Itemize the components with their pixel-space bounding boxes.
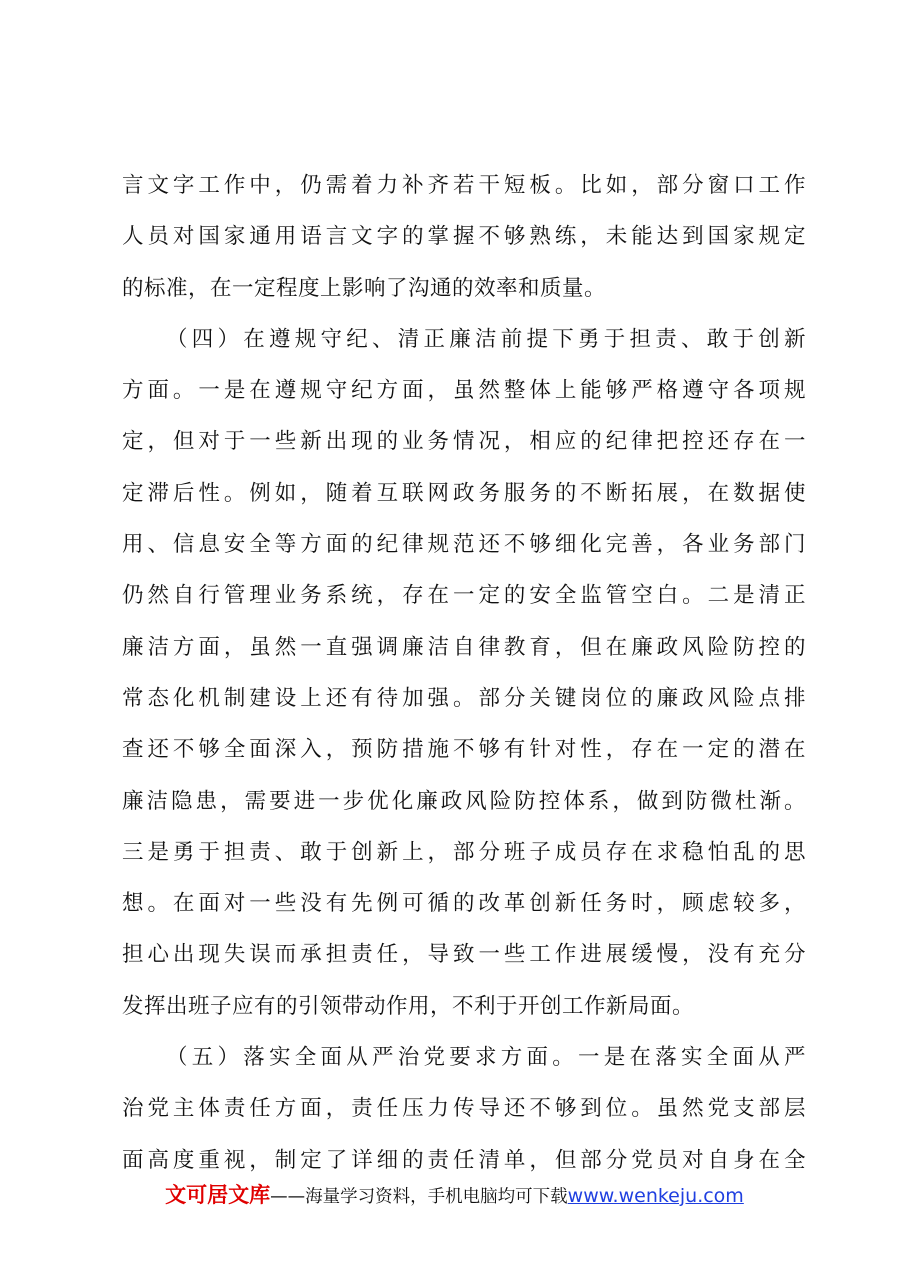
text-line: 查还不够全面深入，预防措施不够有针对性，存在一定的潜在 <box>122 737 806 763</box>
text-line: 仍然自行管理业务系统，存在一定的安全监管空白。二是清正 <box>122 583 806 609</box>
text-line: 面高度重视，制定了详细的责任清单，但部分党员对自身在全 <box>122 1147 806 1173</box>
text-line: 担心出现失误而承担责任，导致一些工作进展缓慢，没有充分 <box>122 942 806 968</box>
text-line: 用、信息安全等方面的纪律规范还不够细化完善，各业务部门 <box>122 532 806 558</box>
site-link[interactable]: www.wenkeju.com <box>567 1185 744 1207</box>
text-line: 治党主体责任方面，责任压力传导还不够到位。虽然党支部层 <box>122 1096 806 1122</box>
document-body <box>122 160 806 1186</box>
text-line: 常态化机制建设上还有待加强。部分关键岗位的廉政风险点排 <box>122 685 806 711</box>
text-line: 廉洁方面，虽然一直强调廉洁自律教育，但在廉政风险防控的 <box>122 634 806 660</box>
text-line: 定滞后性。例如，随着互联网政务服务的不断拓展，在数据使 <box>122 480 806 506</box>
brand-name: 文可居文库 <box>165 1183 271 1207</box>
text-line: 的标准，在一定程度上影响了沟通的效率和质量。 <box>122 275 607 301</box>
text-line: 想。在面对一些没有先例可循的改革创新任务时，顾虑较多， <box>122 891 806 917</box>
text-line: 人员对国家通用语言文字的掌握不够熟练，未能达到国家规定 <box>122 224 806 250</box>
section-heading-line: （五）落实全面从严治党要求方面。一是在落实全面从严 <box>166 1045 806 1071</box>
section-heading-line: （四）在遵规守纪、清正廉洁前提下勇于担责、敢于创新 <box>166 326 806 352</box>
text-line: 方面。一是在遵规守纪方面，虽然整体上能够严格遵守各项规 <box>122 378 806 404</box>
text-line: 定，但对于一些新出现的业务情况，相应的纪律把控还存在一 <box>122 429 806 455</box>
text-line: 三是勇于担责、敢于创新上，部分班子成员存在求稳怕乱的思 <box>122 839 806 865</box>
footer-banner <box>0 1180 909 1212</box>
text-line: 廉洁隐患，需要进一步优化廉政风险防控体系，做到防微杜渐。 <box>122 788 806 814</box>
footer-slogan: 海量学习资料，手机电脑均可下载 <box>305 1187 568 1207</box>
footer-dash: —— <box>270 1187 306 1207</box>
text-line: 发挥出班子应有的引领带动作用，不利于开创工作新局面。 <box>122 993 695 1019</box>
text-line: 言文字工作中，仍需着力补齐若干短板。比如，部分窗口工作 <box>122 173 806 198</box>
